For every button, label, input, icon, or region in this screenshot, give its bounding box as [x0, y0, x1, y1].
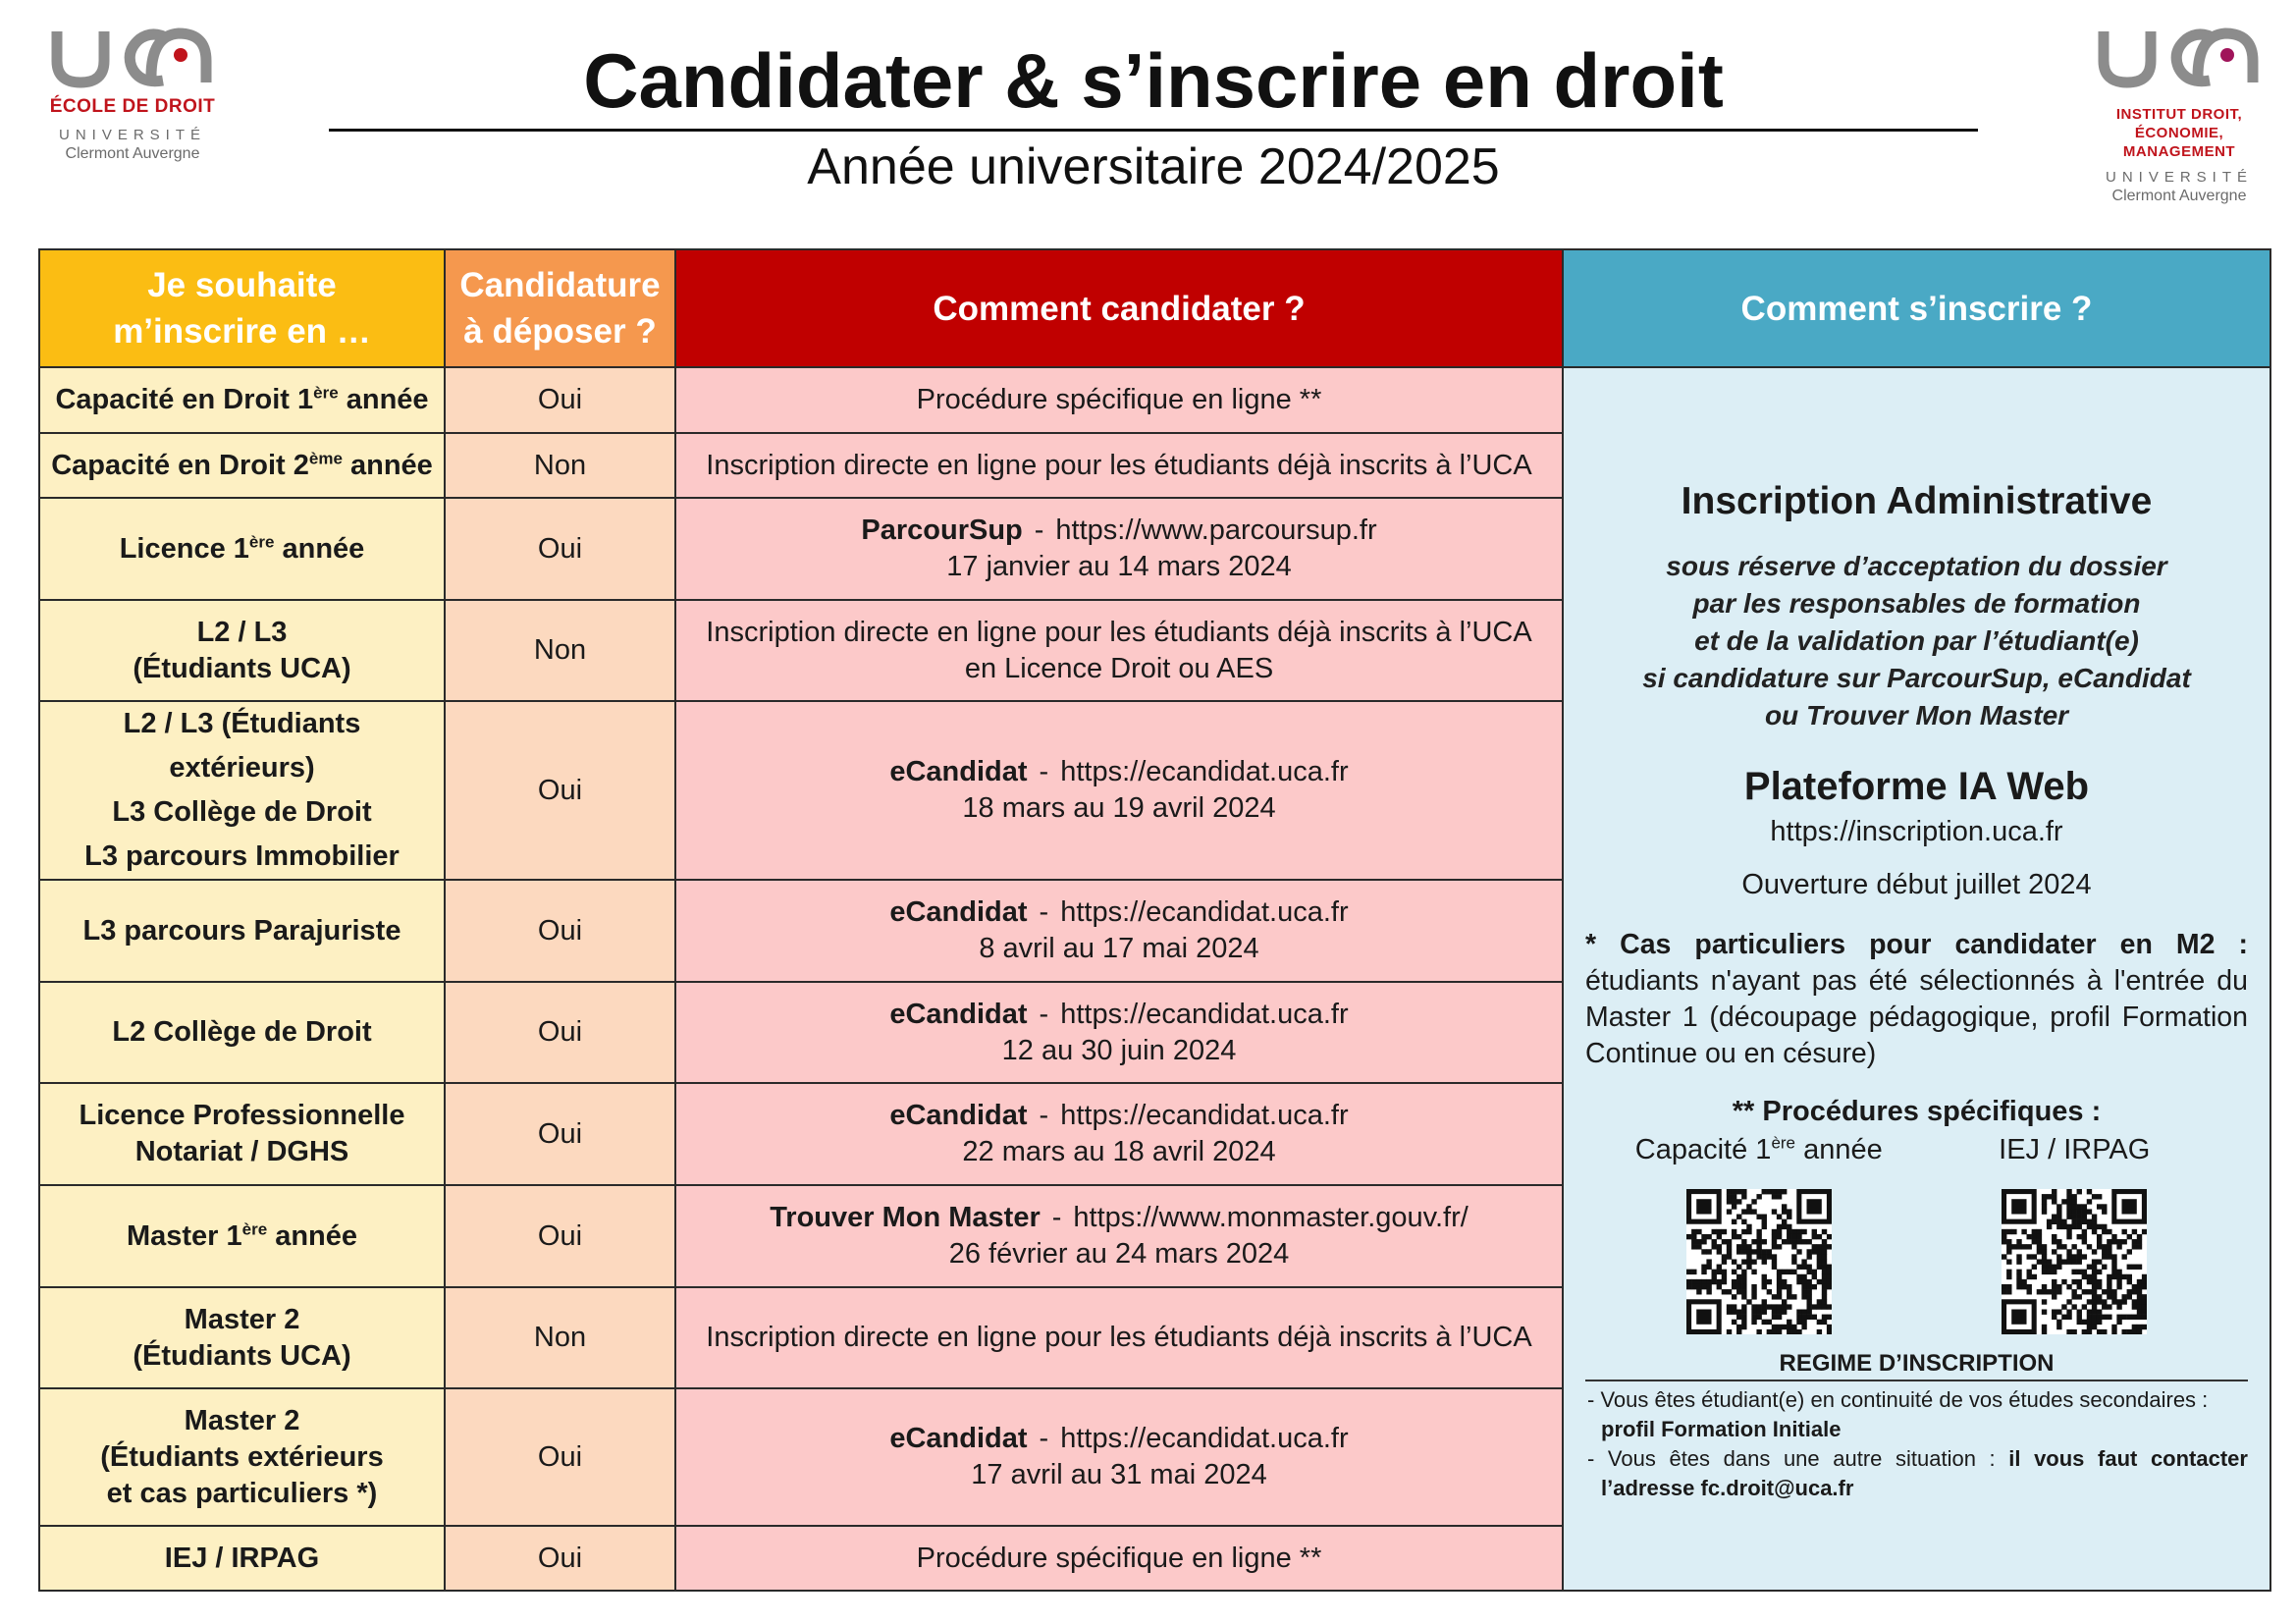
university-city: Clermont Auvergne [65, 144, 200, 162]
application-dates: 12 au 30 juin 2024 [1001, 1034, 1237, 1066]
formation-cell: Capacité en Droit 2ème année [39, 433, 445, 498]
logo-institut-droit [2091, 26, 2268, 205]
candidature-cell: Oui [445, 1526, 675, 1591]
enrollment-panel [1563, 367, 2270, 1591]
qr-label-iej: IEJ / IRPAG [1999, 1133, 2151, 1165]
candidature-cell: Oui [445, 982, 675, 1083]
platform-link[interactable]: https://ecandidat.uca.fr [1060, 1100, 1349, 1131]
regime-title: REGIME D’INSCRIPTION [1779, 1349, 2055, 1377]
platform-name: eCandidat [889, 1423, 1028, 1454]
procedure-cell: eCandidat - https://ecandidat.uca.fr 12 au 30 juin 2024 [675, 982, 1563, 1083]
m2-special-cases-note: * Cas particuliers pour candidater en M2 : étudiants n'ayant pas été sélectionnés à l'entrée du Master 1 (découpage pédagogique, profil Formation Continue ou en césure) [1585, 928, 2248, 1069]
candidature-cell: Oui [445, 880, 675, 982]
table-header-row [39, 249, 2270, 367]
procedure-cell: Inscription directe en ligne pour les étudiants déjà inscrits à l’UCA [675, 433, 1563, 498]
procedure-cell: eCandidat - https://ecandidat.uca.fr 22 mars au 18 avril 2024 [675, 1083, 1563, 1185]
qr-code-icon[interactable] [2002, 1189, 2147, 1334]
table-row [39, 367, 2270, 433]
platform-link[interactable]: https://inscription.uca.fr [1770, 815, 2063, 847]
procedure-cell: Procédure spécifique en ligne ** [675, 367, 1563, 433]
platform-name: eCandidat [889, 998, 1028, 1030]
page-subtitle: Année universitaire 2024/2025 [807, 138, 1500, 195]
institute-name-line-1: INSTITUT DROIT, [2115, 106, 2243, 123]
formation-cell: IEJ / IRPAG [39, 1526, 445, 1591]
application-dates: 8 avril au 17 mai 2024 [979, 933, 1259, 964]
admissions-table [38, 248, 2271, 1592]
uca-logo-icon [49, 26, 216, 88]
qr-code-icon[interactable] [1686, 1189, 1832, 1334]
application-dates: 17 avril au 31 mai 2024 [971, 1459, 1267, 1490]
platform-name: Plateforme IA Web [1743, 764, 2090, 808]
opening-date: Ouverture début juillet 2024 [1741, 868, 2092, 900]
panel-title: Inscription Administrative [1681, 479, 2153, 522]
header-how-to-enroll: Comment s’inscrire ? [1563, 249, 2270, 367]
university-city: Clermont Auvergne [2111, 188, 2247, 205]
university-label: UNIVERSITÉ [58, 126, 206, 143]
procedure-cell: Procédure spécifique en ligne ** [675, 1526, 1563, 1591]
header-how-to-apply: Comment candidater ? [675, 249, 1563, 367]
formation-cell: L2 / L3 (Étudiants UCA) [39, 600, 445, 701]
procedure-cell: Trouver Mon Master - https://www.monmaster.gouv.fr/ 26 février au 24 mars 2024 [675, 1185, 1563, 1287]
platform-name: eCandidat [889, 1100, 1028, 1131]
formation-cell: Master 1ère année [39, 1185, 445, 1287]
formation-cell: Master 2 (Étudiants extérieurs et cas particuliers *) [39, 1388, 445, 1526]
candidature-cell: Oui [445, 1083, 675, 1185]
platform-link[interactable]: https://ecandidat.uca.fr [1060, 998, 1349, 1030]
candidature-cell: Non [445, 1287, 675, 1388]
header-formation: Je souhaite m’inscrire en … [39, 249, 445, 367]
candidature-cell: Oui [445, 498, 675, 600]
institute-name-line-2: ÉCONOMIE, [2134, 124, 2224, 141]
platform-link[interactable]: https://ecandidat.uca.fr [1060, 1423, 1349, 1454]
regime-line-initial: - Vous êtes étudiant(e) en continuité de vos études secondaires : profil Formation Initiale [1587, 1386, 2209, 1441]
institute-name-line-3: MANAGEMENT [2122, 142, 2236, 160]
application-dates: 17 janvier au 14 mars 2024 [946, 551, 1292, 582]
formation-cell: Master 2 (Étudiants UCA) [39, 1287, 445, 1388]
title-divider [329, 129, 1978, 132]
qr-label-capacite: Capacité 1ère année [1634, 1132, 1883, 1165]
enrollment-conditions: sous réserve d’acceptation du dossier par les responsables de formation et de la validation par l’étudiant(e) si candidature sur ParcourSup, eCandidat ou Trouver Mon Master [1642, 550, 2191, 731]
procedure-cell: eCandidat - https://ecandidat.uca.fr 17 avril au 31 mai 2024 [675, 1388, 1563, 1526]
procedure-cell: eCandidat - https://ecandidat.uca.fr 18 mars au 19 avril 2024 [675, 701, 1563, 880]
candidature-cell: Oui [445, 1388, 675, 1526]
formation-cell: L3 parcours Parajuriste [39, 880, 445, 982]
platform-name: ParcourSup [861, 514, 1023, 546]
platform-link[interactable]: https://www.parcoursup.fr [1055, 514, 1377, 546]
formation-cell: Capacité en Droit 1ère année [39, 367, 445, 433]
platform-name: Trouver Mon Master [770, 1202, 1041, 1233]
specific-procedures-title: ** Procédures spécifiques : [1732, 1095, 2102, 1127]
school-name: ÉCOLE DE DROIT [49, 96, 216, 117]
platform-link[interactable]: https://www.monmaster.gouv.fr/ [1073, 1202, 1468, 1233]
university-label: UNIVERSITÉ [2105, 169, 2253, 187]
procedure-cell: Inscription directe en ligne pour les étudiants déjà inscrits à l’UCA en Licence Droit ou AES [675, 600, 1563, 701]
procedure-cell: Inscription directe en ligne pour les étudiants déjà inscrits à l’UCA [675, 1287, 1563, 1388]
application-dates: 18 mars au 19 avril 2024 [962, 792, 1276, 824]
logo-ecole-de-droit [39, 26, 226, 163]
platform-name: eCandidat [889, 756, 1028, 787]
regime-section [1585, 1349, 2248, 1503]
formation-cell: Licence 1ère année [39, 498, 445, 600]
regime-line-other: - Vous êtes dans une autre situation : il vous faut contacter l’adresse fc.droit@uca.fr [1587, 1445, 2248, 1500]
page-title: Candidater & s’inscrire en droit [583, 37, 1724, 124]
candidature-cell: Oui [445, 701, 675, 880]
candidature-cell: Non [445, 433, 675, 498]
procedure-cell: ParcourSup - https://www.parcoursup.fr 17 janvier au 14 mars 2024 [675, 498, 1563, 600]
formation-cell: Licence Professionnelle Notariat / DGHS [39, 1083, 445, 1185]
candidature-cell: Non [445, 600, 675, 701]
candidature-cell: Oui [445, 367, 675, 433]
platform-link[interactable]: https://ecandidat.uca.fr [1060, 756, 1349, 787]
application-dates: 26 février au 24 mars 2024 [948, 1238, 1290, 1270]
uca-logo-icon [2096, 26, 2263, 88]
header-candidature: Candidature à déposer ? [445, 249, 675, 367]
platform-link[interactable]: https://ecandidat.uca.fr [1060, 896, 1349, 928]
candidature-cell: Oui [445, 1185, 675, 1287]
procedure-cell: eCandidat - https://ecandidat.uca.fr 8 avril au 17 mai 2024 [675, 880, 1563, 982]
formation-cell: L2 / L3 (Étudiants extérieurs) L3 Collège de Droit L3 parcours Immobilier [39, 701, 445, 880]
platform-name: eCandidat [889, 896, 1028, 928]
application-dates: 22 mars au 18 avril 2024 [962, 1136, 1276, 1167]
formation-cell: L2 Collège de Droit [39, 982, 445, 1083]
